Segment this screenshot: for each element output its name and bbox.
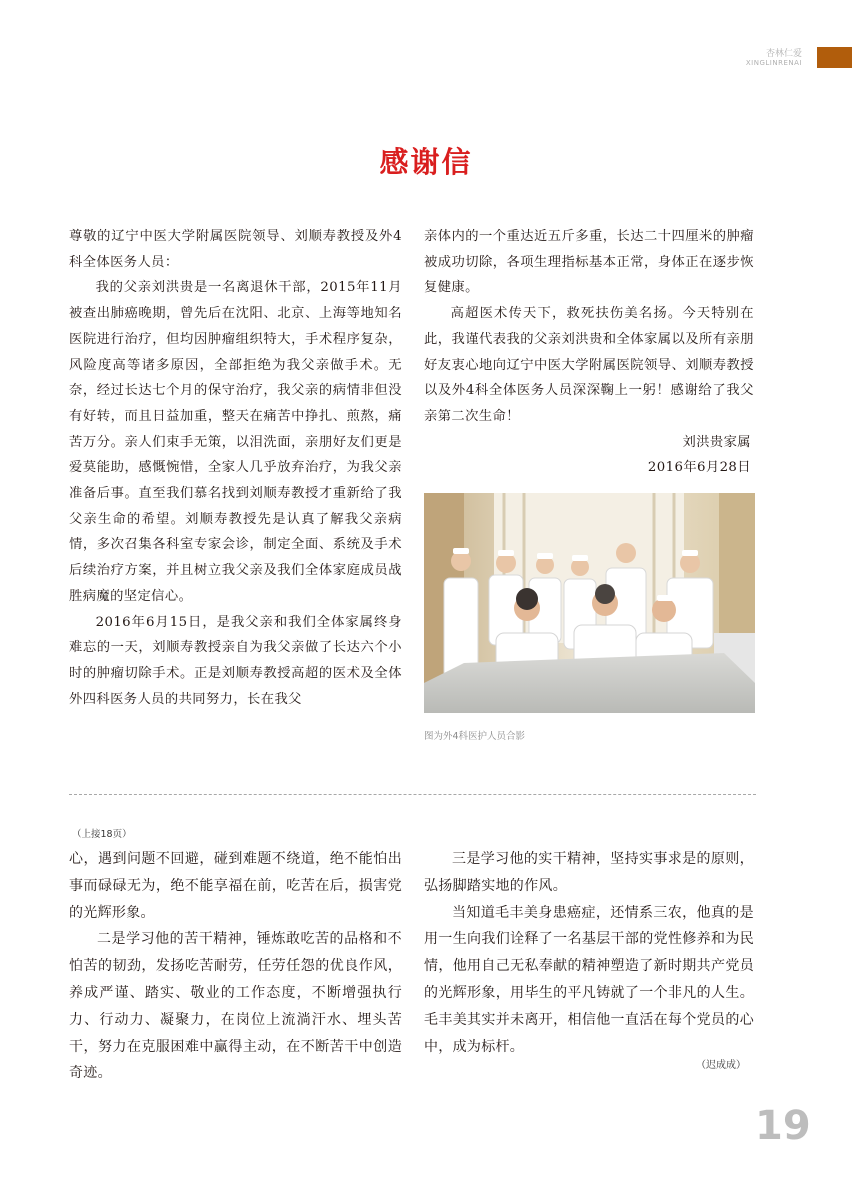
letter-salutation: 尊敬的辽宁中医大学附属医院领导、刘顺寿教授及外4科全体医务人员： <box>69 229 402 270</box>
section-header <box>746 49 802 68</box>
article-paragraph: 心，遇到问题不回避，碰到难题不绕道，绝不能怕出事而碌碌无为，绝不能享福在前，吃苦在后，损害党的光辉形象。 <box>69 851 402 921</box>
section-title-cn: 杏林仁爱 <box>765 49 802 59</box>
letter-title: 感谢信 <box>379 145 473 179</box>
letter-paragraph: 2016年6月15日，是我父亲和我们全体家属终身难忘的一天，刘顺寿教授亲自为我父亲做了长达六个小时的肿瘤切除手术。正是刘顺寿教授高超的医术及全体外四科医务人员的共同努力，长在我父 <box>69 614 402 707</box>
letter-column-right <box>424 224 754 481</box>
photo-illustration <box>424 493 755 713</box>
letter-date: 2016年6月28日 <box>647 460 751 476</box>
article-column-left <box>69 846 402 1087</box>
continued-from-note: （上接18页） <box>72 829 132 840</box>
photo-caption: 图为外4科医护人员合影 <box>424 731 526 742</box>
letter-signature: 刘洪贵家属 <box>682 434 751 450</box>
article-paragraph: 三是学习他的实干精神，坚持实事求是的原则，弘扬脚踏实地的作风。 <box>424 851 754 894</box>
section-title-en: XINGLINRENAI <box>745 59 802 67</box>
letter-paragraph: 我的父亲刘洪贵是一名离退休干部，2015年11月被查出肺癌晚期，曾先后在沈阳、北京、上海等地知名医院进行治疗，但均因肿瘤组织特大，手术程序复杂，风险度高等诸多原因，全部拒绝为我父亲做手术。无奈，经过长达七个月的保守治疗，我父亲的病情非但没有好转，而且日益加重，整天在痛苦中挣扎、煎熬，痛苦万分。亲人们束手无策，以泪洗面，亲朋好友们更是爱莫能助，感慨惋惜，全家人几乎放弃治疗，为我父亲准备后事。直至我们慕名找到刘顺寿教授才重新给了我父亲生命的希望。刘顺寿教授先是认真了解我父亲病情，多次召集各科室专家会诊，制定全面、系统及手术后续治疗方案，并且树立我父亲及我们全体家庭成员战胜病魔的坚定信心。 <box>69 280 402 604</box>
header-color-bar <box>817 47 852 68</box>
section-divider <box>69 794 756 795</box>
article-paragraph: 当知道毛丰美身患癌症，还情系三农，他真的是用一生向我们诠释了一名基层干部的党性修养和为民情，他用自己无私奉献的精神塑造了新时期共产党员的光辉形象，用毕生的平凡铸就了一个非凡的人生。毛丰美其实并未离开，相信他一直活在每个党员的心中，成为标杆。 <box>424 904 754 1055</box>
letter-paragraph-continued: 亲体内的一个重达近五斤多重，长达二十四厘米的肿瘤被成功切除，各项生理指标基本正常，身体正在逐步恢复健康。 <box>424 229 754 296</box>
article-paragraph: 二是学习他的苦干精神，锤炼敢吃苦的品格和不怕苦的韧劲，发扬吃苦耐劳，任劳任怨的优良作风，养成严谨、踏实、敬业的工作态度，不断增强执行力、行动力、凝聚力，在岗位上流淌汗水、埋头苦干，努力在克服困难中赢得主动，在不断苦干中创造奇迹。 <box>69 931 402 1082</box>
staff-group-photo <box>424 493 755 713</box>
letter-column-left <box>69 224 402 712</box>
article-column-right <box>424 846 754 1060</box>
article-author: （迟成成） <box>696 1060 746 1071</box>
page-number: 19 <box>755 1103 811 1149</box>
letter-paragraph: 高超医术传天下，救死扶伤美名扬。今天特别在此，我谨代表我的父亲刘洪贵和全体家属以及所有亲朋好友衷心地向辽宁中医大学附属医院领导、刘顺寿教授以及外4科全体医务人员深深鞠上一躬！感谢给了我父亲第二次生命！ <box>424 306 754 424</box>
